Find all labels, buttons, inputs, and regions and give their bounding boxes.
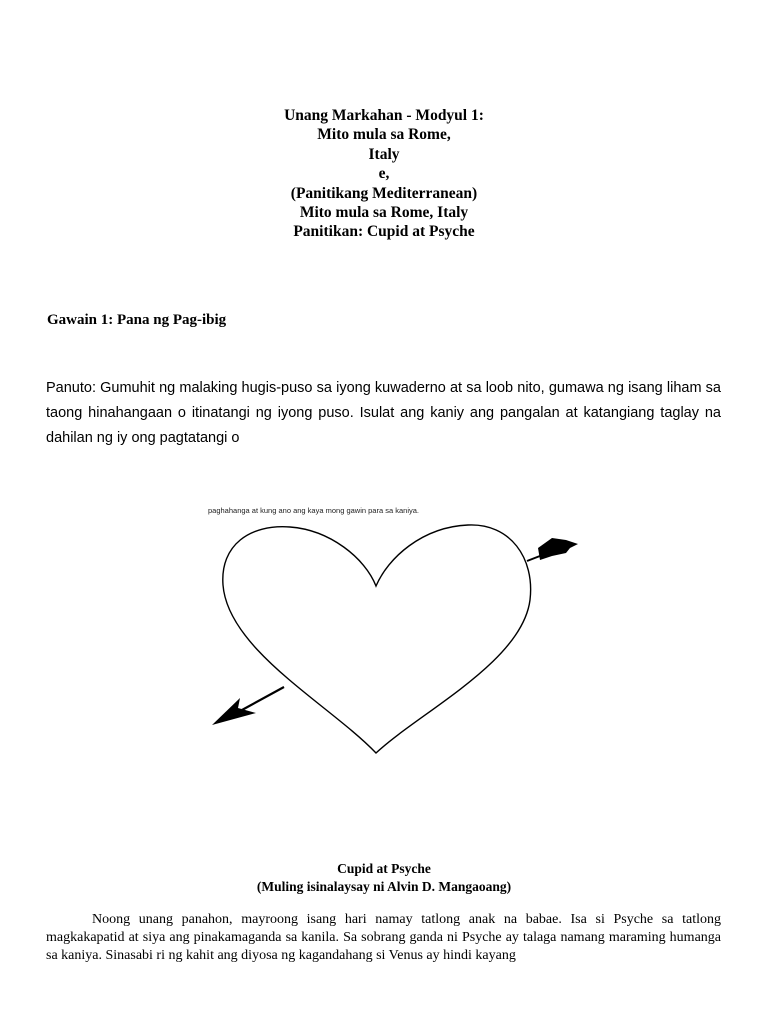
module-title-line: Unang Markahan - Modyul 1: (284, 107, 484, 124)
figure-caption: paghahanga at kung ano ang kaya mong gawin para sa kaniya. (208, 506, 419, 515)
story-title-block (0, 860, 768, 896)
module-title-line: Mito mula sa Rome, Italy (299, 204, 469, 222)
module-title-line: Mito mula sa Rome, (317, 126, 451, 144)
module-title-block (0, 106, 768, 242)
module-title-line: Panitikan: Cupid at Psyche (293, 223, 475, 241)
story-paragraph: Noong unang panahon, mayroong isang hari namay tatlong anak na babae. Isa si Psyche sa tatlong magkakapatid at siya ang pinakamaganda sa kanila. Sa sobrang ganda ni Psyche ay talaga namang maraming humanga sa kaniya. Sinasabi ri ng kahit ang diyosa ng kagandahang si Venus ay hindi kayang (46, 912, 721, 963)
arrow-shaft-back (242, 687, 284, 710)
module-title-line: Italy (368, 145, 400, 163)
arrow-fletching (538, 538, 578, 560)
heart-shape (223, 525, 531, 753)
module-title-line: e, (378, 165, 390, 183)
arrow-head (212, 698, 256, 725)
activity-heading: Gawain 1: Pana ng Pag-ibig (47, 312, 227, 328)
module-title-line: (Panitikang Mediterranean) (290, 184, 478, 202)
story-subtitle: (Muling isinalaysay ni Alvin D. Mangaoang) (256, 879, 512, 894)
heart-with-arrow-icon (200, 500, 590, 765)
activity-instructions: Panuto: Gumuhit ng malaking hugis-puso sa iyong kuwaderno at sa loob nito, gumawa ng isang liham sa taong hinahangaan o itinatangi ng iyong puso. Isulat ang kaniy ang pangalan at katangiang taglay na dahilan ng iy ong pagtatangi o (46, 380, 721, 446)
story-title: Cupid at Psyche (337, 861, 431, 876)
